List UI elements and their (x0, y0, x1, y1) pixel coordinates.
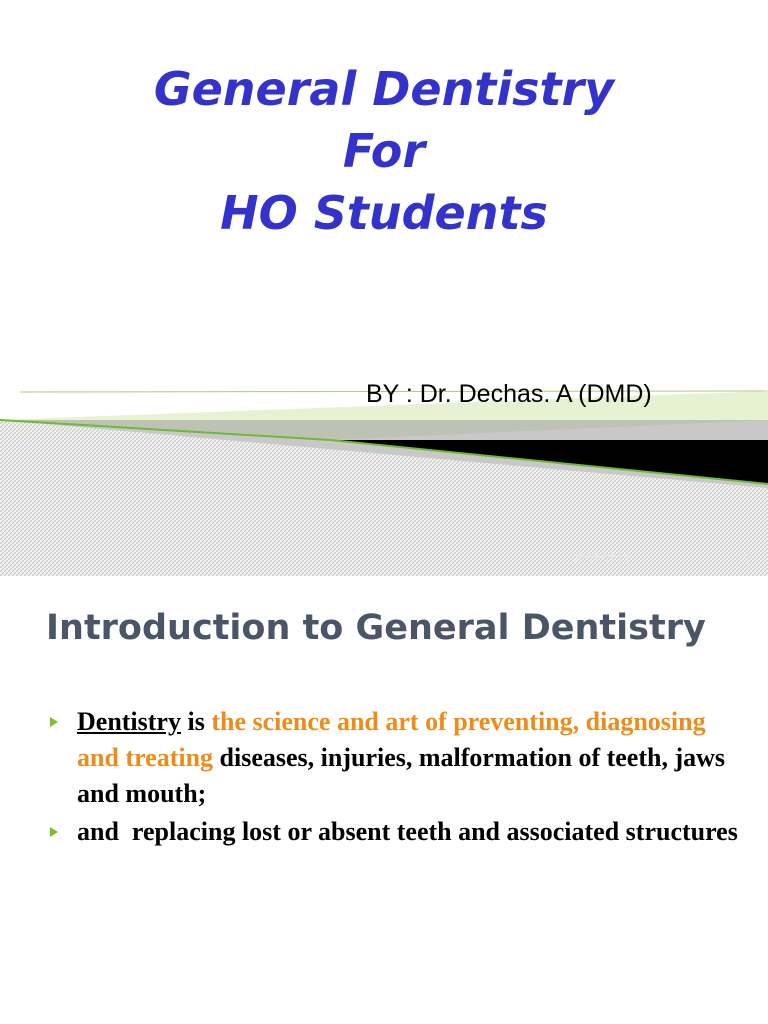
title-line-2: For (342, 124, 426, 178)
triangle-bullet-icon (50, 827, 58, 837)
title-line-1: General Dentistry (153, 62, 615, 116)
bullet-item-2 (48, 814, 748, 850)
bullet-list (48, 704, 748, 852)
slide-title (0, 58, 768, 244)
bullet1-connector: is (180, 707, 212, 736)
bullet1-rest: diseases, injuries, malformation of teeth, jaws and mouth; (77, 743, 726, 808)
bullet-item-1 (48, 704, 748, 812)
footer-date: 06/10/2012 (572, 553, 630, 564)
term-dentistry: Dentistry (77, 707, 181, 736)
slide-heading: Introduction to General Dentistry (46, 608, 706, 648)
definition-highlight: the science and art of preventing, diagnosing and treating (77, 707, 706, 772)
title-line-3: HO Students (220, 186, 548, 240)
content-slide (0, 576, 768, 1024)
bullet2-text: and replacing lost or absent teeth and associated structures (77, 817, 738, 846)
page-number: 1 (742, 553, 749, 564)
triangle-bullet-icon (50, 717, 58, 727)
author-line: BY : Dr. Dechas. A (DMD) (366, 380, 652, 408)
